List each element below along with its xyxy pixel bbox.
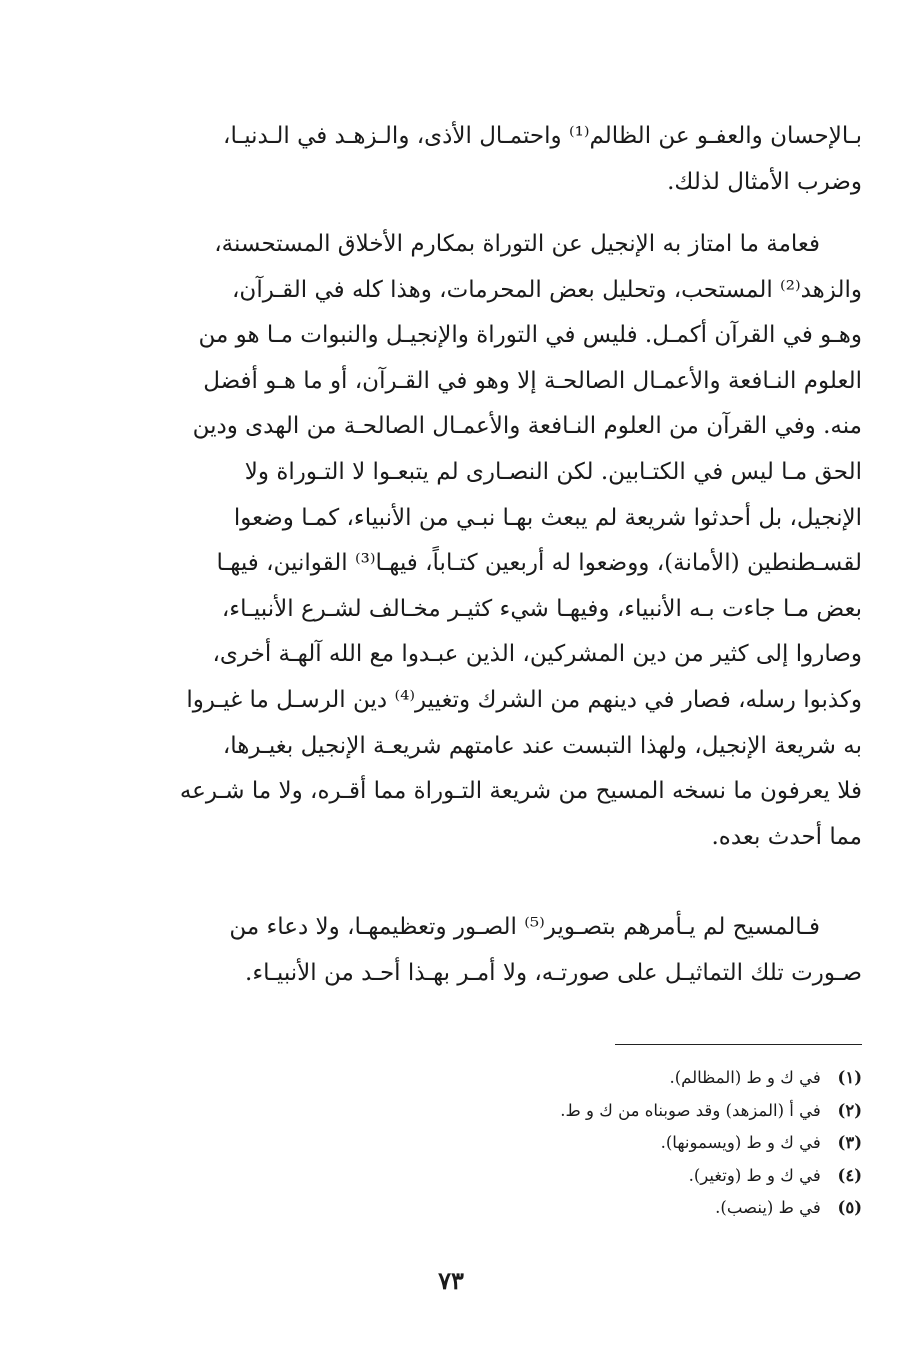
paragraph-1 [172,114,862,205]
page-number: ٧٣ [438,1266,464,1295]
text-line: فلا يعرفون ما نسخه المسيح من شريعة التـوراة مما أقـره، ولا ما شـرعه [179,778,862,805]
text-line: بـالإحسان والعفـو عن الظالم⁽¹⁾ واحتمـال الأذى، والـزهـد في الـدنيـا، [223,123,862,149]
footnote-divider [615,1044,862,1045]
text-line: وصاروا إلى كثير من دين المشركين، الذين عبـدوا مع الله آلهـة أخرى، [212,641,862,668]
footnote-4 [172,1160,862,1193]
text-line: وضرب الأمثال لذلك. [667,168,862,195]
text-line: فـالمسيح لم يـأمرهم بتصـوير⁽⁵⁾ الصـور وتعظيمهـا، ولا دعاء من [229,914,820,940]
footnote-number: (٥) [837,1198,862,1217]
footnote-3 [172,1127,862,1160]
text-line: بعض مـا جاءت بـه الأنبياء، وفيهـا شيء كثيـر مخـالف لشـرع الأنبيـاء، [221,595,862,622]
text-line: فعامة ما امتاز به الإنجيل عن التوراة بمكارم الأخلاق المستحسنة، [214,231,820,257]
text-line: مما أحدث بعده. [711,823,862,850]
footnote-text: في ك و ط (المظالم). [669,1068,821,1087]
text-line: الحق مـا ليس في الكتـابين. لكن النصـارى لم يتبعـوا لا التـوراة ولا [244,458,862,485]
footnote-number: (١) [837,1068,862,1087]
text-line: الإنجيل، بل أحدثوا شريعة لم يبعث بهـا نبـي من الأنبياء، كمـا وضعوا [233,504,862,531]
paragraph-2 [172,222,862,860]
footnote-text: في ك و ط (وتغير). [688,1165,821,1185]
footnote-number: (٣) [837,1133,862,1152]
text-line: لقسـطنطين (الأمانة)، ووضعوا له أربعين كتـاباً، فيهـا⁽³⁾ القوانين، فيهـا [216,550,862,577]
footnote-text: في ك و ط (ويسمونها). [660,1133,821,1152]
text-line: العلوم النـافعة والأعمـال الصالحـة إلا وهو في القـرآن، أو ما هـو أفضل [203,367,862,394]
text-line: والزهد⁽²⁾ المستحب، وتحليل بعض المحرمات، وهذا كله في القـرآن، [232,276,862,303]
text-line: به شريعة الإنجيل، ولهذا التبست عند عامتهم شريعـة الإنجيل بغيـرها، [222,732,862,759]
footnote-text: في أ (المزهد) وقد صوبناه من ك و ط. [560,1100,821,1120]
text-line: منه. وفي القرآن من العلوم النـافعة والأعمـال الصالحـة من الهدى ودين [192,413,862,440]
footnote-2 [172,1095,862,1128]
text-line: وكذبوا رسله، فصار في دينهم من الشرك وتغيير⁽⁴⁾ دين الرسـل ما غيـروا [186,686,862,713]
text-line: وهـو في القرآن أكمـل. فليس في التوراة والإنجيـل والنبوات مـا هو من [198,322,862,349]
footnote-number: (٤) [837,1165,862,1185]
footnote-1 [172,1062,862,1095]
footnote-number: (٢) [837,1100,862,1120]
footnote-5 [172,1192,862,1225]
footnote-text: في ط (ينصب). [715,1198,821,1217]
text-line: صـورت تلك التماثيـل على صورتـه، ولا أمـر بهـذا أحـد من الأنبيـاء. [245,959,862,986]
paragraph-3 [172,905,862,996]
footnotes [172,1062,862,1225]
